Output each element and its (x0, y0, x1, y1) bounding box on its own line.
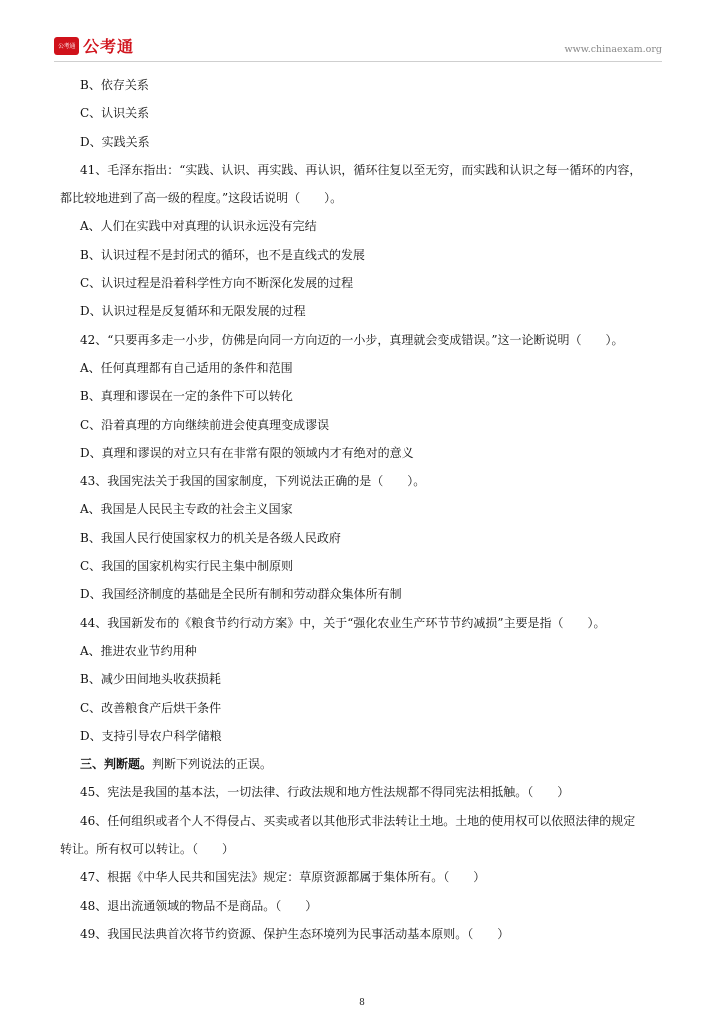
logo (54, 34, 134, 57)
question-46-line-1: 46、任何组织或者个人不得侵占、买卖或者以其他形式非法转让土地。土地的使用权可以依照法律的规定 (80, 813, 636, 828)
option-line: D、真理和谬误的对立只有在非常有限的领域内才有绝对的意义 (80, 445, 414, 460)
page-number: 8 (359, 998, 365, 1008)
question-43: 43、我国宪法关于我国的国家制度，下列说法正确的是（ ）。 (80, 474, 426, 489)
question-44: 44、我国新发布的《粮食节约行动方案》中，关于“强化农业生产环节节约减损”主要是指（ ）。 (80, 615, 606, 630)
option-line: C、沿着真理的方向继续前进会使真理变成谬误 (80, 417, 330, 432)
document-body (60, 78, 670, 955)
option-line: B、我国人民行使国家权力的机关是各级人民政府 (80, 530, 341, 545)
option-line: C、我国的国家机构实行民主集中制原则 (80, 559, 294, 574)
option-line: C、认识过程是沿着科学性方向不断深化发展的过程 (80, 276, 354, 291)
question-47: 47、根据《中华人民共和国宪法》规定：草原资源都属于集体所有。（ ） (80, 870, 486, 885)
question-49: 49、我国民法典首次将节约资源、保护生态环境列为民事活动基本原则。（ ） (80, 926, 510, 941)
question-45: 45、宪法是我国的基本法，一切法律、行政法规和地方性法规都不得同宪法相抵触。（ ） (80, 785, 570, 800)
site-url: www.chinaexam.org (564, 44, 662, 55)
page-header (54, 34, 662, 60)
option-line: B、真理和谬误在一定的条件下可以转化 (80, 389, 293, 404)
option-line: A、推进农业节约用种 (80, 643, 197, 658)
option-line: B、认识过程不是封闭式的循环，也不是直线式的发展 (80, 247, 365, 262)
option-line: D、支持引导农户科学储粮 (80, 728, 222, 743)
section-heading-rest: 判断下列说法的正误。 (152, 757, 273, 772)
logo-text: 公考通 (83, 37, 135, 56)
section-heading (60, 757, 670, 771)
option-line: A、人们在实践中对真理的认识永远没有完结 (80, 219, 317, 234)
option-line: A、我国是人民民主专政的社会主义国家 (80, 502, 293, 517)
option-line: A、任何真理都有自己适用的条件和范围 (80, 360, 293, 375)
option-line: C、认识关系 (80, 106, 150, 121)
header-divider (54, 61, 662, 62)
option-line: D、实践关系 (80, 134, 150, 149)
question-41-line-1: 41、毛泽东指出：“实践、认识、再实践、再认识，循环往复以至无穷，而实践和认识之每一循环的内容， (80, 162, 642, 177)
option-line: B、依存关系 (80, 78, 149, 92)
option-line: D、认识过程是反复循环和无限发展的过程 (80, 304, 306, 319)
question-42: 42、“只要再多走一小步，仿佛是向同一方向迈的一小步，真理就会变成错误。”这一论断说明（ ）。 (80, 332, 624, 347)
option-line: D、我国经济制度的基础是全民所有制和劳动群众集体所有制 (80, 587, 402, 602)
option-line: C、改善粮食产后烘干条件 (80, 700, 222, 715)
question-41-line-2: 都比较地进到了高一级的程度。”这段话说明（ ）。 (60, 191, 343, 206)
section-heading-bold: 三、判断题。 (80, 757, 153, 772)
logo-badge: 公考通 (54, 37, 79, 55)
option-line: B、减少田间地头收获损耗 (80, 672, 221, 687)
question-46-line-2: 转让。所有权可以转让。（ ） (60, 842, 235, 857)
question-48: 48、退出流通领域的物品不是商品。（ ） (80, 898, 318, 913)
